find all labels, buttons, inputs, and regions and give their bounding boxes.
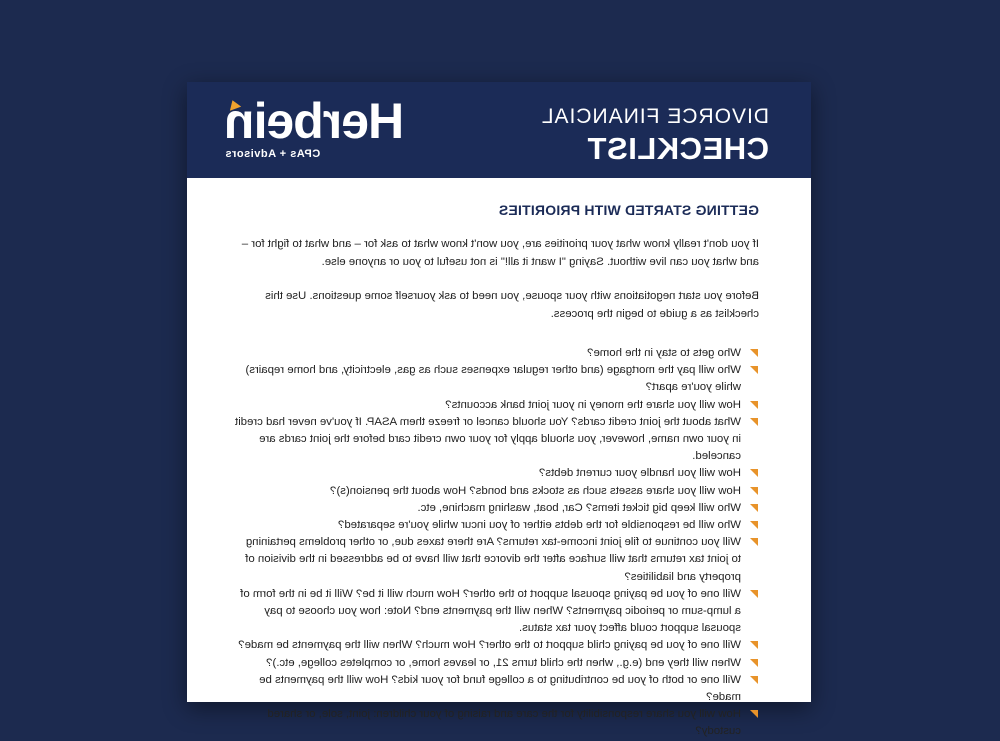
checklist-item-text: Who will be responsible for the debts either of you incur while you're separated? bbox=[338, 519, 741, 532]
checklist-item bbox=[235, 414, 759, 466]
checklist-item-text: What about the joint credit cards? You should cancel or freeze them ASAP. If you've never had credit in your own name, however, you should apply for your own credit card before the joint cards are canceled. bbox=[235, 415, 741, 463]
mirrored-page bbox=[187, 82, 811, 738]
checklist-item-text: How will you handle your current debts? bbox=[539, 467, 741, 480]
checklist-item bbox=[235, 637, 759, 654]
bullet-icon bbox=[750, 401, 758, 409]
title-line-2: CHECKLIST bbox=[587, 131, 769, 166]
checklist-item bbox=[235, 500, 759, 517]
checklist-item bbox=[235, 465, 759, 482]
checklist-item bbox=[235, 362, 759, 396]
checklist-item bbox=[235, 397, 759, 414]
checklist-item-text: How will you share responsibility for the care and raising of your children: joint, sole, or shared custody? bbox=[267, 708, 741, 738]
bullet-icon bbox=[750, 469, 758, 477]
document-header bbox=[187, 82, 811, 178]
checklist-item-text: Who gets to stay in the home? bbox=[587, 347, 741, 359]
bullet-icon bbox=[750, 538, 758, 546]
checklist-item-text: Will one or both of you be contributing to a college fund for your kids? How will the payments be made? bbox=[259, 673, 741, 704]
checklist-item-text: Will one of you be paying spousal support to the other? How much will it be? Will it be in the form of a lump-sum or periodic payments? When will the payments end? Note: how you choose to pay spousal support could affect your tax status. bbox=[240, 587, 741, 635]
logo-wordmark: Herbein bbox=[225, 93, 405, 149]
bullet-icon bbox=[750, 659, 758, 667]
bullet-icon bbox=[750, 521, 758, 529]
bullet-icon bbox=[750, 710, 758, 718]
checklist-item bbox=[235, 534, 759, 586]
title-block bbox=[541, 105, 769, 167]
bullet-icon bbox=[750, 487, 758, 495]
checklist-document bbox=[187, 82, 811, 738]
bullet-icon bbox=[750, 590, 758, 598]
checklist bbox=[235, 345, 759, 741]
bullet-icon bbox=[750, 641, 758, 649]
checklist-item bbox=[235, 672, 759, 706]
section-title: GETTING STARTED WITH PRIORITIES bbox=[498, 202, 759, 218]
checklist-item-text: When will they end (e.g., when the child turns 21, or leaves home, or completes college, etc.)? bbox=[266, 656, 741, 669]
checklist-item bbox=[235, 517, 759, 534]
bullet-icon bbox=[750, 349, 758, 357]
checklist-item-text: Who will keep big ticket items? Car, boat, washing machine, etc. bbox=[417, 501, 741, 514]
herbein-logo bbox=[225, 93, 405, 160]
checklist-item bbox=[235, 345, 759, 362]
intro-paragraph-2: Before you start negotiations with your spouse, you need to ask yourself some questions. Use this checklist as a guide to begin the process. bbox=[265, 290, 759, 320]
bullet-icon bbox=[750, 676, 758, 684]
checklist-item-text: Will you continue to file joint income-tax returns? Are there taxes due, or other problems pertaining to joint tax returns that will surface after the divorce that will have to be addressed in the division of property and liabilities? bbox=[245, 536, 741, 583]
checklist-item-text: Who will pay the mortgage (and other regular expenses such as gas, electricity, and home repairs) while you're apart? bbox=[245, 364, 741, 394]
document-body bbox=[187, 178, 811, 741]
logo-name bbox=[225, 93, 405, 149]
intro-paragraph-1: If you don't really know what your priorities are, you won't know what to ask for – and what to fight for – and what you can live without. Saying "I want it all!" is not useful to you or anyone else. bbox=[241, 238, 759, 268]
bullet-icon bbox=[750, 366, 758, 374]
checklist-item-text: How will you share assets such as stocks and bonds? How about the pension(s)? bbox=[330, 484, 741, 497]
logo-tagline: CPAs + Advisors bbox=[225, 148, 321, 160]
checklist-item bbox=[235, 483, 759, 500]
bullet-icon bbox=[750, 504, 758, 512]
checklist-item bbox=[235, 586, 759, 638]
checklist-item bbox=[235, 655, 759, 672]
checklist-item-text: Will one of you be paying child support to the other? How much? When will the payments be made? bbox=[238, 639, 741, 652]
bullet-icon bbox=[750, 418, 758, 426]
checklist-item bbox=[235, 706, 759, 740]
title-line-1: DIVORCE FINANCIAL bbox=[540, 105, 769, 128]
checklist-item-text: How will you share the money in your joint bank accounts? bbox=[445, 398, 741, 411]
